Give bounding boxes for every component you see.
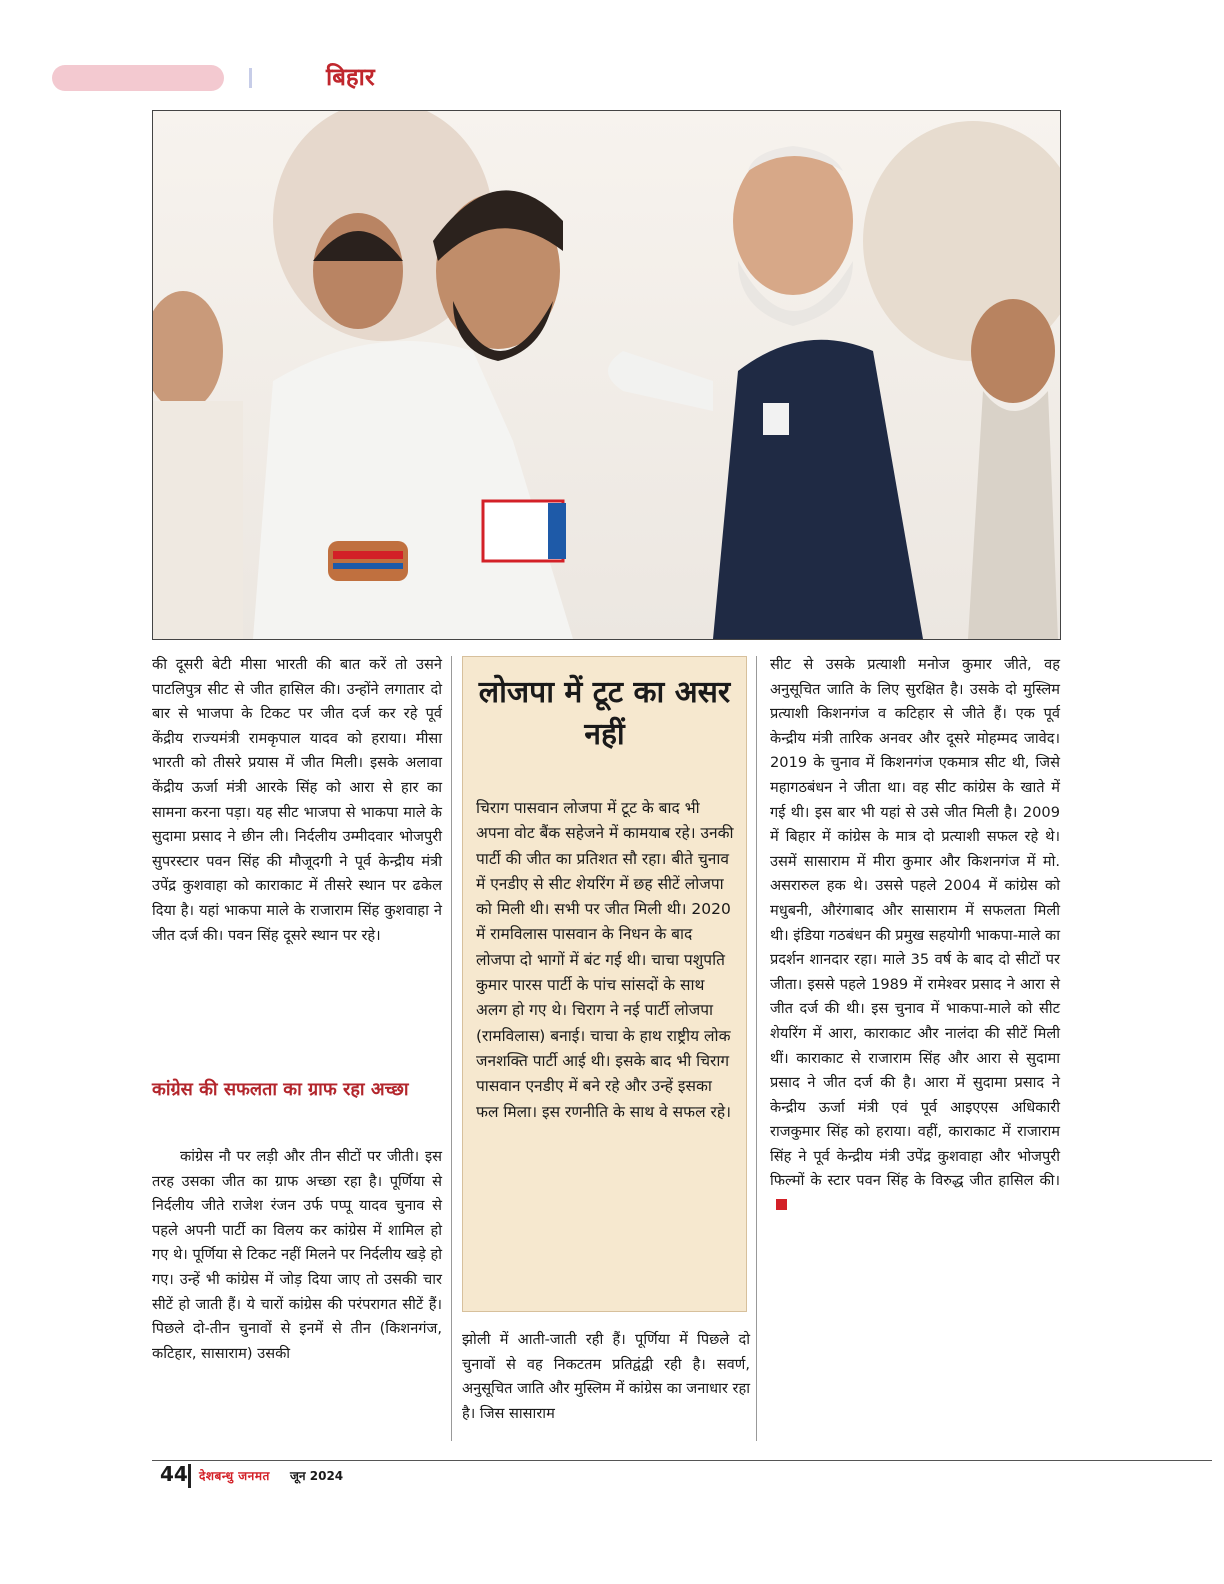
section-divider — [249, 68, 252, 88]
issue-date: जून 2024 — [290, 1469, 344, 1483]
article-column-left-bottom: कांग्रेस नौ पर लड़ी और तीन सीटों पर जीती। इस तरह उसका जीत का ग्राफ अच्छा रहा है। पूर्णिया से निर्दलीय जीते राजेश रंजन उर्फ पप्पू यादव चुनाव से पहले अपनी पार्टी का विलय कर कांग्रेस में शामिल हो गए थे। पूर्णिया से टिकट नहीं मिलने पर निर्दलीय खड़े हो गए। उन्हें भी कांग्रेस में जोड़ दिया जाए तो उसकी चार सीटें हो जाती हैं। ये चारों कांग्रेस की परंपरागत सीटें हैं। पिछले दो-तीन चुनावों से इनमें से तीन (किशनगंज, कटिहार, सासाराम) उसकी — [152, 1148, 442, 1362]
column-divider-2 — [756, 656, 757, 1441]
photo-of-leaders-greeting-icon — [153, 111, 1060, 639]
section-label: बिहार — [326, 63, 375, 91]
article-column-right — [770, 653, 1060, 1219]
section-subheading: कांग्रेस की सफलता का ग्राफ रहा अच्छा — [152, 1079, 409, 1100]
article-column-middle-bottom: झोली में आती-जाती रही हैं। पूर्णिया में पिछले दो चुनावों से वह निकटतम प्रतिद्वंद्वी रही है। सवर्ण, अनुसूचित जाति और मुस्लिम में कांग्रेस का जनाधार रहा है। जिस सासाराम — [462, 1331, 750, 1422]
footer-rule — [152, 1460, 1212, 1461]
article-photo — [152, 110, 1061, 640]
article-column-left-top: की दूसरी बेटी मीसा भारती की बात करें तो उसने पाटलिपुत्र सीट से जीत हासिल की। उन्होंने लगातार दो बार से भाजपा के टिकट पर जीत दर्ज कर रहे पूर्व केंद्रीय राज्यमंत्री रामकृपाल यादव को हराया। मीसा भारती को तीसरे प्रयास में जीत मिली। इसके अलावा केंद्रीय ऊर्जा मंत्री आरके सिंह को आरा से हार का सामना करना पड़ा। यह सीट भाजपा से भाकपा माले के सुदामा प्रसाद ने छीन ली। निर्दलीय उम्मीदवार भोजपुरी सुपरस्टार पवन सिंह की मौजूदगी ने पूर्व केन्द्रीय मंत्री उपेंद्र कुशवाहा को काराकाट में तीसरे स्थान पर ढकेल दिया है। यहां भाकपा माले के राजाराम सिंह कुशवाहा ने जीत दर्ज की। पवन सिंह दूसरे स्थान पर रहे। — [152, 656, 442, 944]
article-column-right-text: सीट से उसके प्रत्याशी मनोज कुमार जीते, वह अनुसूचित जाति के लिए सुरक्षित है। उसके दो मुस्लिम प्रत्याशी किशनगंज व कटिहार से जीते हैं। एक पूर्व केन्द्रीय मंत्री तारिक अनवर और दूसरे मोहम्मद जावेद। 2019 के चुनाव में किशनगंज एकमात्र सीट थी, जिसे महागठबंधन ने जीता था। वह सीट कांग्रेस के खाते में गई थी। इस बार भी यहां से उसे जीत मिली है। 2009 में बिहार में कांग्रेस के मात्र दो प्रत्याशी सफल रहे थे। उसमें सासाराम में मीरा कुमार और किशनगंज में मो. असरारुल हक थे। उससे पहले 2004 में कांग्रेस को मधुबनी, औरंगाबाद और सासाराम में सफलता मिली थी। इंडिया गठबंधन की प्रमुख सहयोगी भाकपा-माले का प्रदर्शन शानदार रहा। माले 35 वर्ष के बाद दो सीटों पर जीता। इससे पहले 1989 में रामेश्वर प्रसाद ने आरा से जीत दर्ज की थी। इस चुनाव में भाकपा-माले को सीट शेयरिंग में आरा, काराकाट और नालंदा की सीटें मिली थीं। काराकाट से राजाराम सिंह और आरा से सुदामा प्रसाद ने जीत दर्ज की है। आरा में सुदामा प्रसाद ने केन्द्रीय ऊर्जा मंत्री एवं पूर्व आइएएस अधिकारी राजकुमार सिंह को हराया। वहीं, काराकाट में राजाराम सिंह ने पूर्व केन्द्रीय मंत्री उपेंद्र कुशवाहा और भोजपुरी फिल्मों के स्टार पवन सिंह के विरुद्ध जीत हासिल की। — [770, 656, 1060, 1190]
sidebar-body: चिराग पासवान लोजपा में टूट के बाद भी अपना वोट बैंक सहेजने में कामयाब रहे। उनकी पार्टी की जीत का प्रतिशत सौ रहा। बीते चुनाव में एनडीए से सीट शेयरिंग में छह सीटें लोजपा को मिली थी। सभी पर जीत मिली थी। 2020 में रामविलास पासवान के निधन के बाद लोजपा दो भागों में बंट गई थी। चाचा पशुपति कुमार पारस पार्टी के पांच सांसदों के साथ अलग हो गए थे। चिराग ने नई पार्टी लोजपा (रामविलास) बनाई। चाचा के हाथ राष्ट्रीय लोक जनशक्ति पार्टी आई थी। इसके बाद भी चिराग पासवान एनडीए में बने रहे और उन्हें इसका फल मिला। इस रणनीति के साथ वे सफल रहे। — [476, 799, 734, 1121]
page-number: 44 — [160, 1462, 188, 1486]
column-divider-1 — [451, 656, 452, 1441]
magazine-logo: देशबन्धु जनमत — [199, 1469, 270, 1483]
end-of-article-icon — [776, 1199, 787, 1210]
footer-divider — [188, 1464, 191, 1488]
sidebar-title: लोजपा में टूट का असर नहीं — [478, 675, 731, 752]
section-tab-pill — [52, 65, 224, 91]
